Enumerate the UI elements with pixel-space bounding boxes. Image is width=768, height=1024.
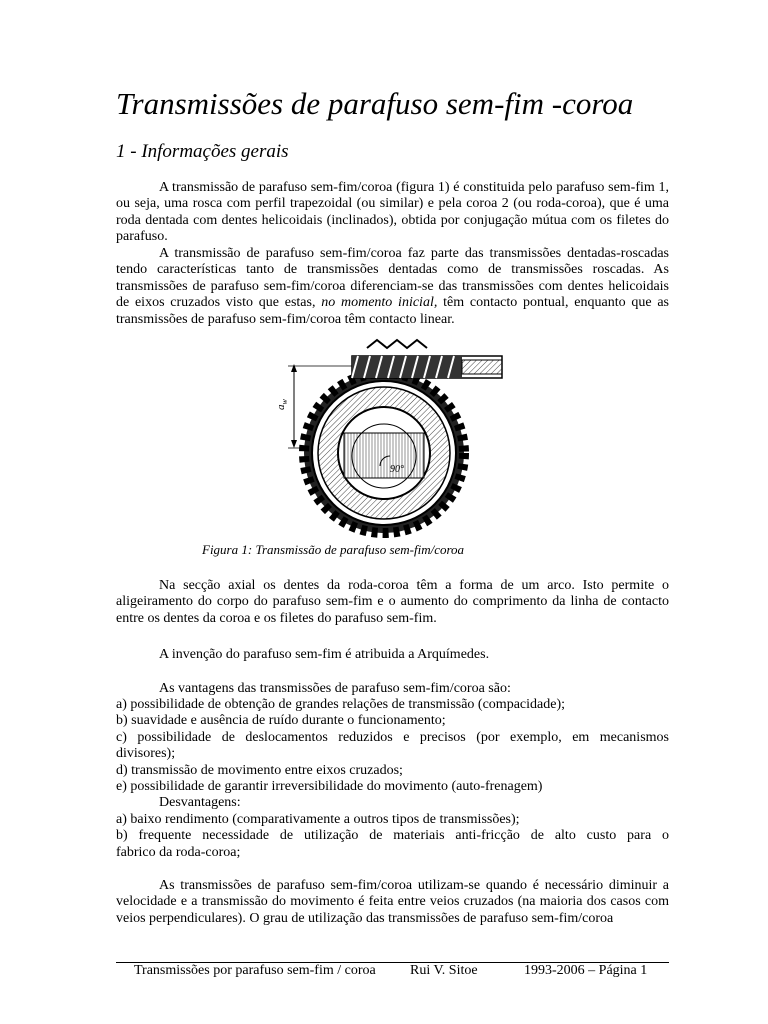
footer-title: Transmissões por parafuso sem-fim / coroa [134,963,376,978]
document-title: Transmissões de parafuso sem-fim -coroa [116,86,634,121]
worm-gear-figure [272,338,517,548]
advantage-item-continued: divisores); [116,746,176,761]
emphasis-text: no momento inicial, [321,295,438,311]
paragraph-axial-section: Na secção axial os dentes da roda-coroa têm a forma de um arco. Isto permite o aligeiramento do corpo do parafuso sem-fim e o aumento do comprimento da linha de contacto entre os dentes da coroa e os filetes do parafuso sem-fim. [116,578,669,626]
figure-caption: Figura 1: Transmissão de parafuso sem-fim/coroa [202,542,465,557]
advantage-item: e) possibilidade de garantir irreversibilidade do movimento (auto-frenagem) [116,779,543,794]
center-distance-label: $a_w$ [275,399,289,410]
disadvantage-item-continued: fabrico da roda-coroa; [116,845,241,860]
paragraph-intro: A transmissão de parafuso sem-fim/coroa (figura 1) é constituida pelo parafuso sem-fim 1, ou seja, uma rosca com perfil trapezoidal (ou similar) e pela coroa 2 (ou roda-coroa), que é uma roda dentada com dentes helicoidais (inclinados), obtida por conjugação mútua com os filetes do parafuso. [116,180,669,245]
section-heading: 1 - Informações gerais [116,141,289,162]
paragraph-invention: A invenção do parafuso sem-fim é atribuida a Arquímedes. [159,647,490,662]
paragraph-text: A transmissão de parafuso sem-fim/coroa faz parte das transmissões dentadas-roscadas tendo características tanto de transmissões dentadas como de transmissões roscadas. As transmissões de parafuso sem-fim/coroa diferenciam-se das transmissões com dentes helicoidais de eixos cruzados visto que estas, [116,246,669,311]
worm-screw [352,340,502,378]
document-page [116,0,669,1024]
advantage-item: d) transmissão de movimento entre eixos cruzados; [116,763,403,778]
advantage-item: a) possibilidade de obtenção de grandes relações de transmissão (compacidade); [116,697,565,712]
angle-label: 90° [390,464,404,475]
worm-gear-drawing [272,338,517,548]
disadvantages-heading: Desvantagens: [159,795,241,810]
paragraph-classification [116,246,669,328]
paragraph-usage: As transmissões de parafuso sem-fim/coroa utilizam-se quando é necessário diminuir a velocidade e a transmissão do movimento é feita entre veios cruzados (na maioria dos casos com veios perpendiculares). O grau de utilização das transmissões de parafuso sem-fim/coroa [116,878,669,926]
worm-wheel [304,373,464,533]
footer-author: Rui V. Sitoe [410,963,478,978]
advantage-item: c) possibilidade de deslocamentos reduzidos e precisos (por exemplo, em mecanismos [116,730,669,745]
advantages-heading: As vantagens das transmissões de parafuso sem-fim/coroa são: [159,681,511,696]
disadvantage-item: b) frequente necessidade de utilização de materiais anti-fricção de alto custo para o [116,828,669,843]
disadvantage-item: a) baixo rendimento (comparativamente a outros tipos de transmissões); [116,812,520,827]
paragraph-text: têm contacto pontual, enquanto que as transmissões de parafuso sem-fim/coroa têm contacto linear. [116,295,669,327]
advantage-item: b) suavidade e ausência de ruído durante o funcionamento; [116,713,446,728]
footer-page-number: 1993-2006 – Página 1 [524,963,648,978]
